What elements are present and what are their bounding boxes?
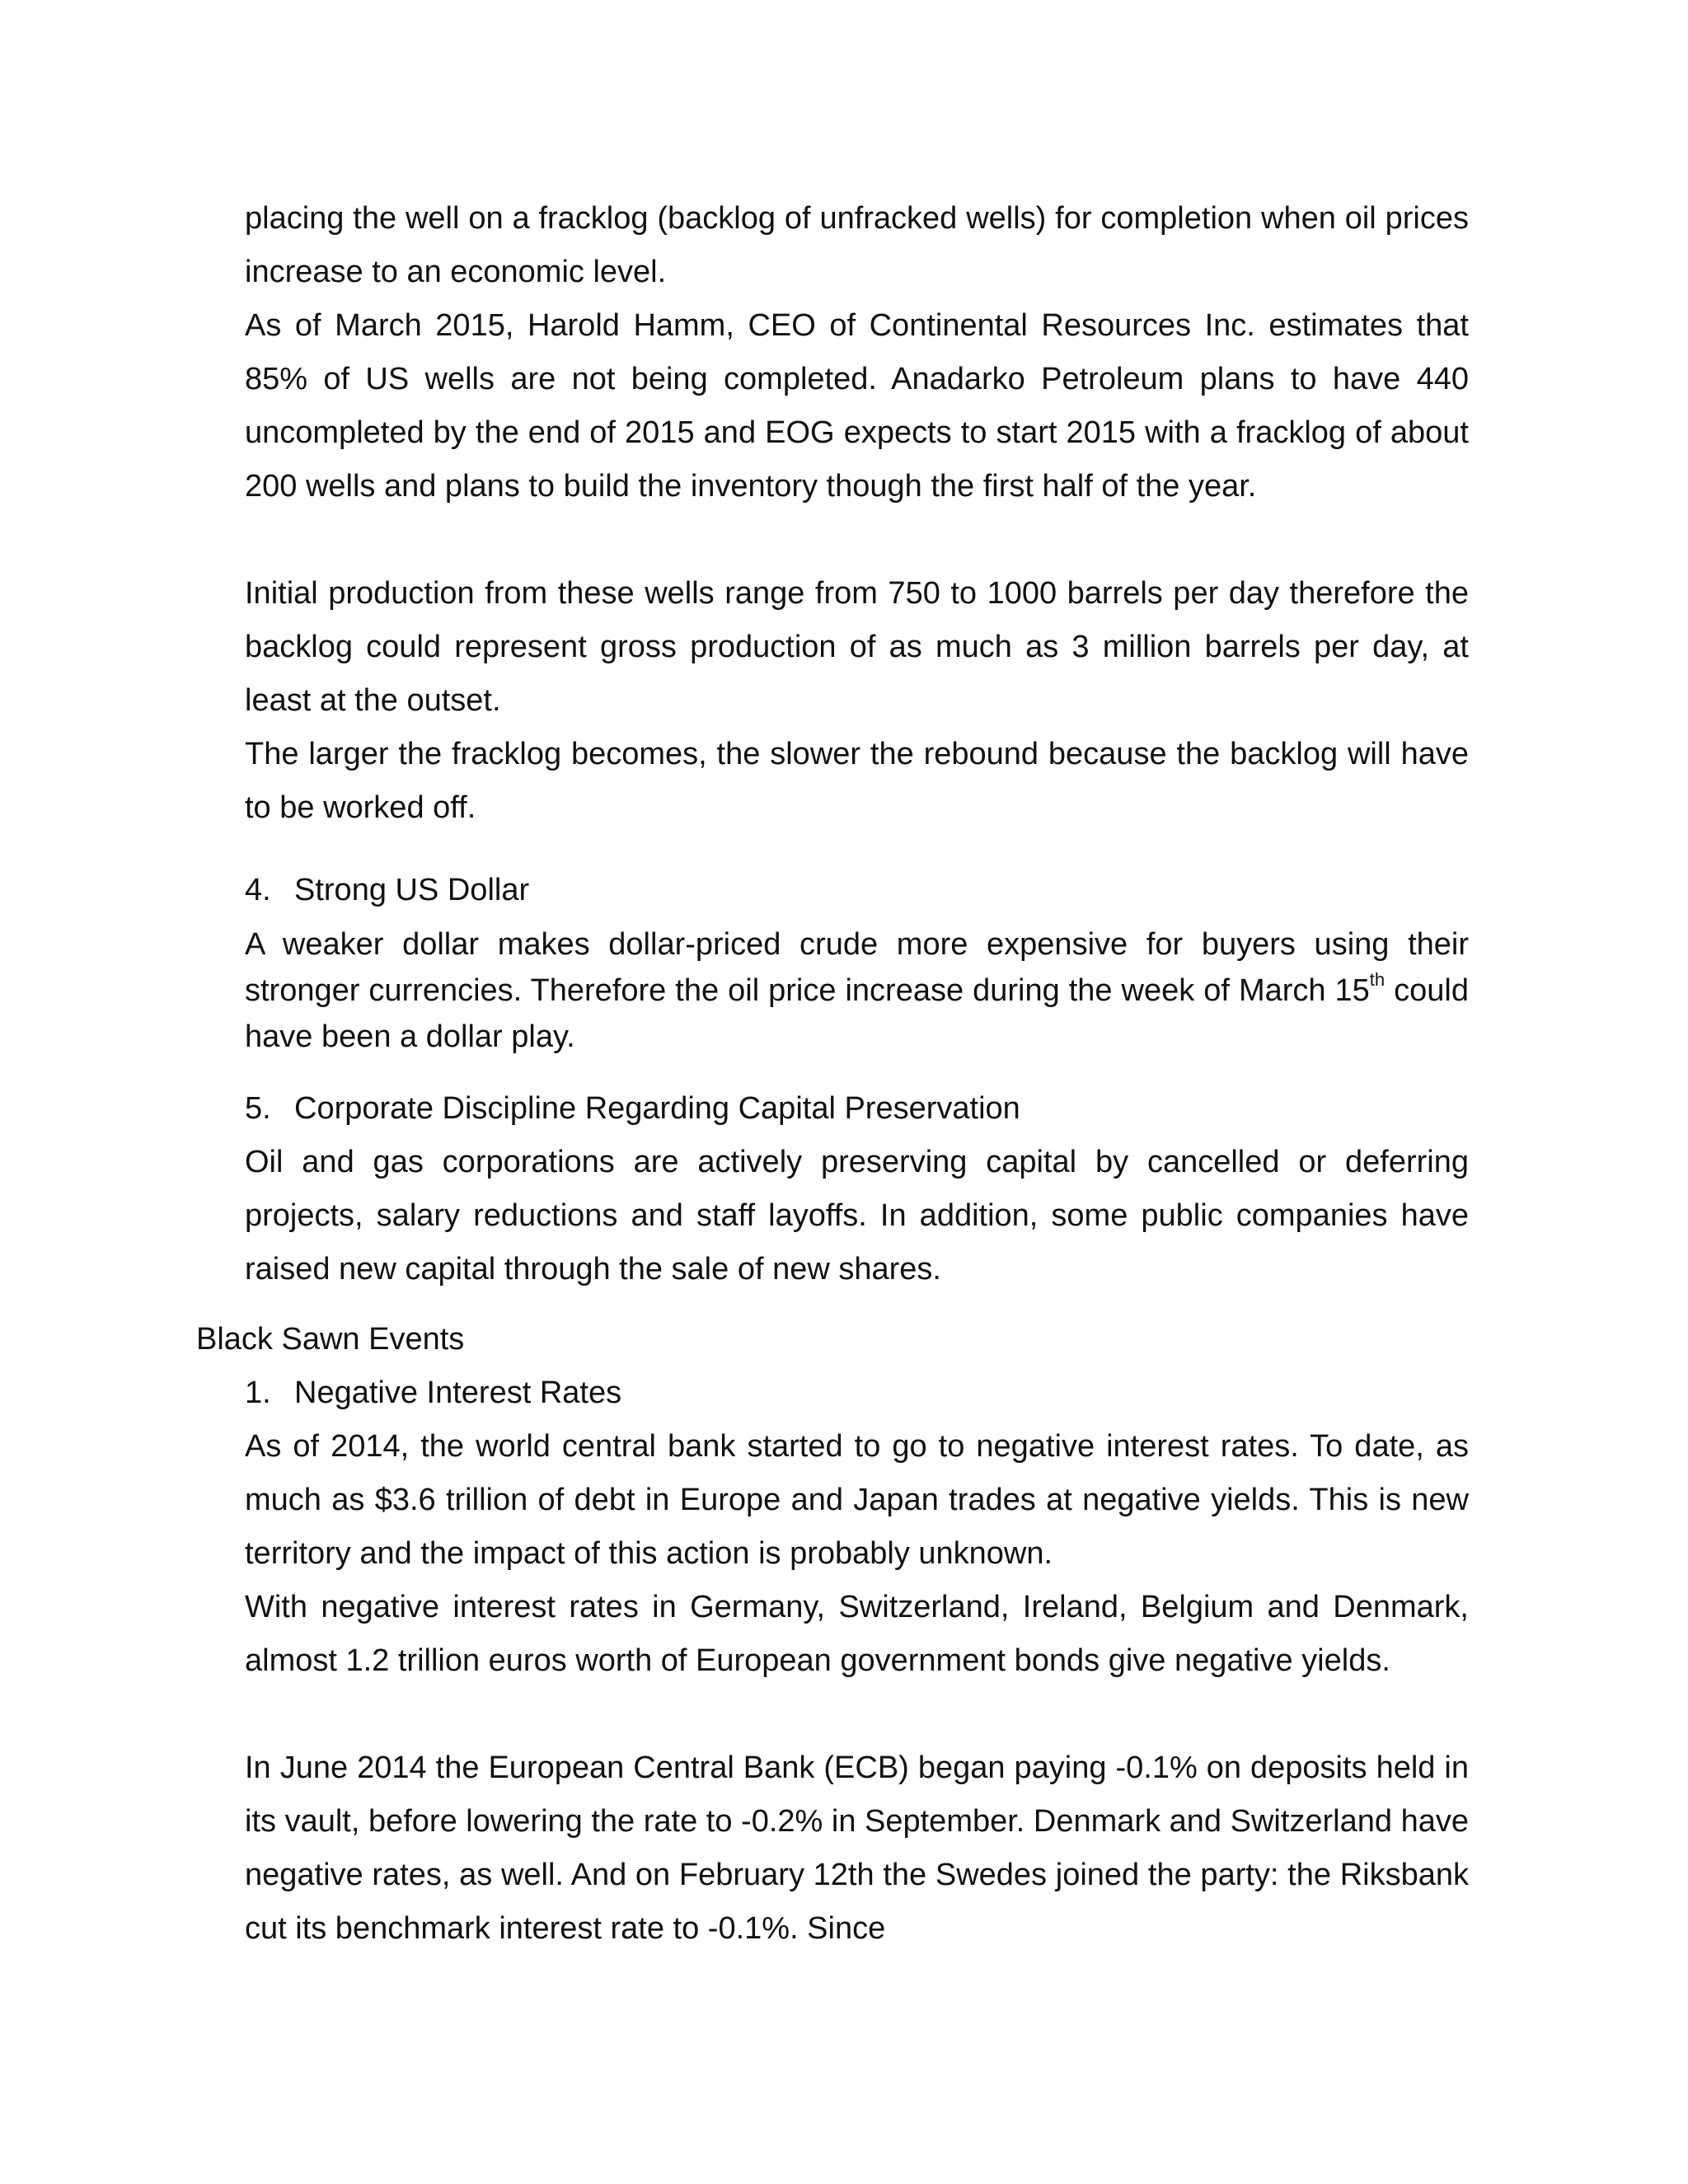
list-title: Negative Interest Rates	[294, 1376, 622, 1410]
paragraph-hamm-estimate: As of March 2015, Harold Hamm, CEO of Continental Resources Inc. estimates that 85% of US wells are not being completed. Anadarko Petroleum plans to have 440 uncompleted by the end of 2015 and EOG expects to start 2015 with a fracklog of about 200 wells and plans to build the inventory though the first half of the year.	[245, 308, 1469, 504]
paragraph-negative-rates-3: In June 2014 the European Central Bank (ECB) began paying -0.1% on deposits held in its vault, before lowering the rate to -0.2% in September. Denmark and Switzerland have negative rates, as well. And on February 12th the Swedes joined the party: the Riksbank cut its benchmark interest rate to -0.1%. Since	[245, 1750, 1469, 1946]
list-title: Strong US Dollar	[294, 873, 530, 907]
paragraph-initial-production: Initial production from these wells range from 750 to 1000 barrels per day therefore the backlog could represent gross production of as much as 3 million barrels per day, at least at the outset.	[245, 576, 1469, 718]
list-title: Corporate Discipline Regarding Capital Preservation	[294, 1091, 1020, 1126]
paragraph-capital-preservation: Oil and gas corporations are actively preserving capital by cancelled or deferring projects, salary reductions and staff layoffs. In addition, some public companies have raised new capital through the sale of new shares.	[245, 1145, 1469, 1286]
paragraph-strong-dollar: A weaker dollar makes dollar-priced crude more expensive for buyers using their stronger currencies. Therefore the oil price increase during the week of March 15th could have been a dollar play.	[245, 927, 1469, 1054]
list-item-heading-5	[245, 1082, 1469, 1136]
list-item-heading-1	[245, 1366, 1469, 1420]
paragraph-negative-rates-1: As of 2014, the world central bank started to go to negative interest rates. To date, as much as $3.6 trillion of debt in Europe and Japan trades at negative yields. This is new territory and the impact of this action is probably unknown.	[245, 1429, 1469, 1571]
paragraph-fracklog-continued: placing the well on a fracklog (backlog of unfracked wells) for completion when oil prices increase to an economic level.	[245, 201, 1469, 289]
list-number: 4.	[245, 873, 271, 907]
list-number: 1.	[245, 1376, 271, 1410]
paragraph-negative-rates-2: With negative interest rates in Germany, Switzerland, Ireland, Belgium and Denmark, almost 1.2 trillion euros worth of European government bonds give negative yields.	[245, 1590, 1469, 1678]
list-number: 5.	[245, 1091, 271, 1126]
paragraph-larger-fracklog: The larger the fracklog becomes, the slower the rebound because the backlog will have to be worked off.	[245, 737, 1469, 825]
list-item-heading-4	[245, 864, 1469, 917]
section-heading: Black Sawn Events	[196, 1322, 465, 1357]
superscript-th: th	[1369, 969, 1386, 991]
